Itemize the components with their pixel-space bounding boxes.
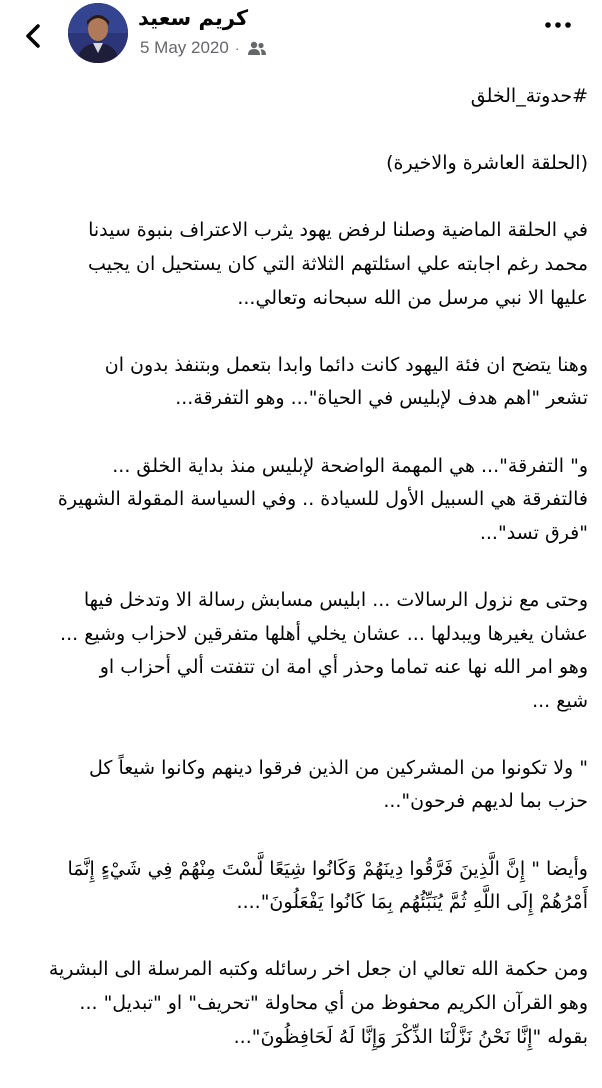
post-paragraph [14, 450, 588, 551]
post-paragraph [14, 752, 588, 819]
hashtag-paragraph [14, 80, 588, 114]
friends-icon[interactable] [246, 40, 268, 56]
text-line: عليها الا نبي مرسل من الله سبحانه وتعالي... [237, 286, 588, 309]
avatar[interactable] [68, 3, 128, 63]
text-line: وهو القرآن الكريم محفوظ من أي محاولة "تحريف" او "تبديل" ... [79, 992, 588, 1015]
post-body [14, 80, 588, 1088]
text-line: وحتى مع نزول الرسالات ... ابليس مسابش رسالة الا وتدخل فيها [83, 588, 588, 611]
more-horizontal-icon [538, 10, 578, 40]
post-header [0, 0, 602, 72]
more-options-button[interactable] [538, 10, 578, 40]
text-line: في الحلقة الماضية وصلنا لرفض يهود يثرب الاعتراف بنبوة سيدنا [88, 219, 588, 242]
text-line: ومن حكمة الله تعالي ان جعل اخر رسائله وكتبه المرسلة الى البشرية [48, 958, 588, 981]
chevron-left-icon [16, 18, 52, 54]
text-line: حزب بما لديهم فرحون"... [383, 790, 588, 813]
text-line: محمد رغم اجابته علي اسئلتهم الثلاثة التي كان يستحيل ان يجيب [88, 252, 588, 275]
text-line: و" التفرقة"... هي المهمة الواضحة لإبليس منذ بداية الخلق ... [112, 454, 588, 477]
episode-title-paragraph [14, 147, 588, 181]
post-meta [140, 38, 268, 58]
post-paragraph [14, 349, 588, 416]
text-line: وأيضا " إِنَّ الَّذِينَ فَرَّقُوا دِينَهُمْ وَكَانُوا شِيَعًا لَّسْتَ مِنْهُمْ فِي شَيْءٍ إِنَّمَا [67, 857, 588, 880]
profile-photo [68, 3, 128, 63]
text-line: "فرق تسد"... [479, 521, 588, 544]
author-name[interactable]: كريم سعيد [138, 6, 249, 30]
text-line: (الحلقة العاشرة والاخيرة) [386, 152, 588, 175]
meta-separator: · [234, 40, 240, 56]
back-button[interactable] [16, 18, 52, 54]
text-line: شيع ... [532, 689, 588, 712]
text-line: فالتفرقة هي السبيل الأول للسيادة .. وفي السياسة المقولة الشهيرة [57, 488, 588, 511]
post-paragraph [14, 853, 588, 920]
post-paragraph [14, 584, 588, 718]
text-line: وهو امر الله نها عنه تماما وحذر أي امة ان تتفتت ألي أحزاب او [99, 656, 588, 679]
post-paragraph [14, 953, 588, 1054]
post-date[interactable]: 5 May 2020 [140, 38, 229, 57]
text-line: " ولا تكونوا من المشركين من الذين فرقوا دينهم وكانوا شيعاً كل [88, 756, 588, 779]
post-paragraph [14, 214, 588, 315]
text-line: تشعر "اهم هدف لإبليس في الحياة"... وهو التفرقة... [175, 387, 588, 410]
text-line: وهنا يتضح ان فئة اليهود كانت دائما وابدا بتعمل وبتنفذ بدون ان [104, 353, 588, 376]
text-line: أَمْرُهُمْ إِلَى اللَّهِ ثُمَّ يُنَبِّئُهُم بِمَا كَانُوا يَفْعَلُونَ".... [236, 891, 588, 914]
hashtag-link[interactable]: #حدوتة_الخلق [470, 85, 588, 107]
text-line: عشان يغيرها ويبدلها ... عشان يخلي أهلها متفرقين لاحزاب وشيع ... [60, 622, 588, 645]
text-line: بقوله "إِنَّا نَحْنُ نَزَّلْنَا الذِّكْرَ وَإِنَّا لَهُ لَحَافِظُونَ"... [233, 1025, 588, 1048]
